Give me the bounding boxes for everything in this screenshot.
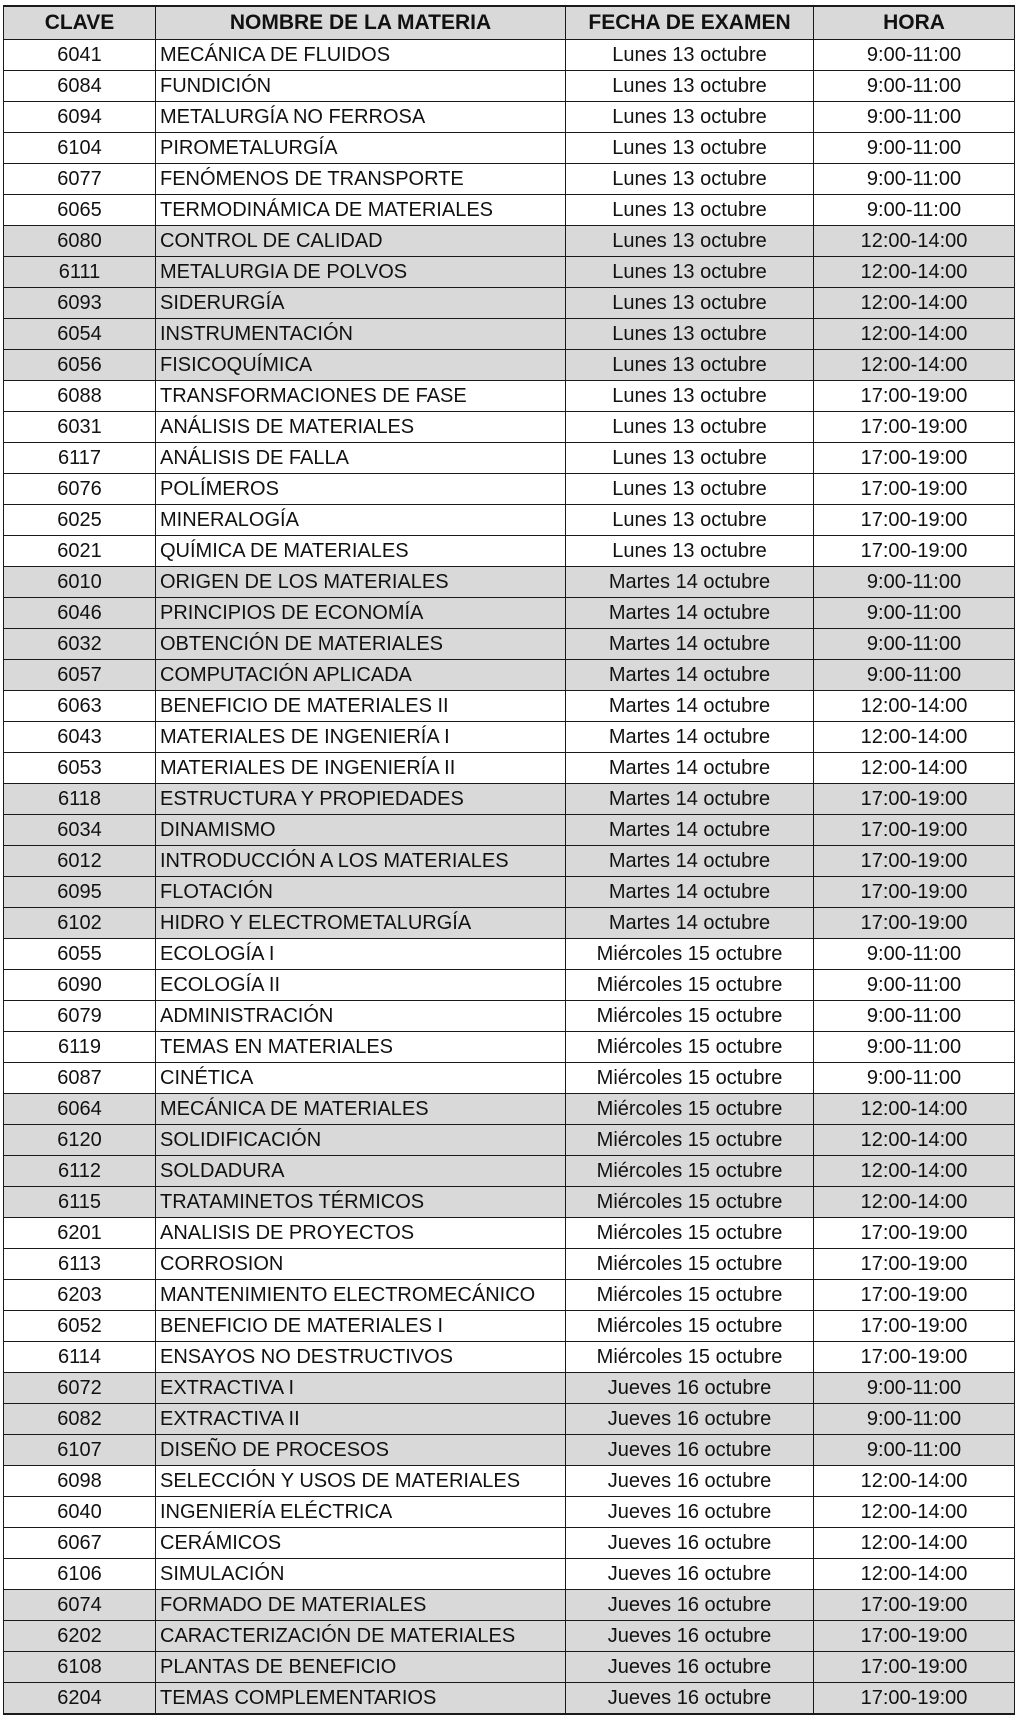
table-row	[4, 784, 1015, 815]
table-row	[4, 908, 1015, 939]
materia-cell: ENSAYOS NO DESTRUCTIVOS	[156, 1342, 566, 1373]
table-row	[4, 1435, 1015, 1466]
clave-cell: 6057	[4, 660, 156, 691]
table-row	[4, 381, 1015, 412]
clave-cell: 6076	[4, 474, 156, 505]
clave-cell: 6093	[4, 288, 156, 319]
fecha-cell: Lunes 13 octubre	[566, 226, 814, 257]
clave-cell: 6111	[4, 257, 156, 288]
materia-cell: ANÁLISIS DE MATERIALES	[156, 412, 566, 443]
clave-cell: 6202	[4, 1621, 156, 1652]
hora-cell: 12:00-14:00	[814, 288, 1015, 319]
table-row	[4, 1373, 1015, 1404]
fecha-cell: Jueves 16 octubre	[566, 1404, 814, 1435]
header-clave: CLAVE	[4, 6, 156, 40]
materia-cell: ADMINISTRACIÓN	[156, 1001, 566, 1032]
clave-cell: 6117	[4, 443, 156, 474]
materia-cell: TRATAMINETOS TÉRMICOS	[156, 1187, 566, 1218]
materia-cell: MECÁNICA DE MATERIALES	[156, 1094, 566, 1125]
materia-cell: QUÍMICA DE MATERIALES	[156, 536, 566, 567]
fecha-cell: Jueves 16 octubre	[566, 1497, 814, 1528]
fecha-cell: Lunes 13 octubre	[566, 71, 814, 102]
hora-cell: 17:00-19:00	[814, 381, 1015, 412]
table-row	[4, 1218, 1015, 1249]
hora-cell: 12:00-14:00	[814, 1156, 1015, 1187]
materia-cell: ECOLOGÍA II	[156, 970, 566, 1001]
fecha-cell: Martes 14 octubre	[566, 598, 814, 629]
hora-cell: 17:00-19:00	[814, 412, 1015, 443]
materia-cell: INSTRUMENTACIÓN	[156, 319, 566, 350]
materia-cell: PRINCIPIOS DE ECONOMÍA	[156, 598, 566, 629]
materia-cell: CINÉTICA	[156, 1063, 566, 1094]
table-row	[4, 877, 1015, 908]
fecha-cell: Martes 14 octubre	[566, 815, 814, 846]
materia-cell: CERÁMICOS	[156, 1528, 566, 1559]
materia-cell: TEMAS COMPLEMENTARIOS	[156, 1683, 566, 1715]
table-row	[4, 846, 1015, 877]
header-materia: NOMBRE DE LA MATERIA	[156, 6, 566, 40]
table-row	[4, 567, 1015, 598]
fecha-cell: Lunes 13 octubre	[566, 443, 814, 474]
hora-cell: 9:00-11:00	[814, 164, 1015, 195]
fecha-cell: Lunes 13 octubre	[566, 412, 814, 443]
materia-cell: ANALISIS DE PROYECTOS	[156, 1218, 566, 1249]
fecha-cell: Jueves 16 octubre	[566, 1590, 814, 1621]
fecha-cell: Martes 14 octubre	[566, 629, 814, 660]
hora-cell: 17:00-19:00	[814, 1683, 1015, 1715]
table-row	[4, 1001, 1015, 1032]
hora-cell: 17:00-19:00	[814, 1249, 1015, 1280]
table-row	[4, 598, 1015, 629]
table-row	[4, 443, 1015, 474]
hora-cell: 9:00-11:00	[814, 598, 1015, 629]
clave-cell: 6119	[4, 1032, 156, 1063]
table-row	[4, 1187, 1015, 1218]
materia-cell: FORMADO DE MATERIALES	[156, 1590, 566, 1621]
clave-cell: 6074	[4, 1590, 156, 1621]
hora-cell: 9:00-11:00	[814, 133, 1015, 164]
fecha-cell: Martes 14 octubre	[566, 784, 814, 815]
clave-cell: 6115	[4, 1187, 156, 1218]
materia-cell: FISICOQUÍMICA	[156, 350, 566, 381]
materia-cell: SIDERURGÍA	[156, 288, 566, 319]
hora-cell: 17:00-19:00	[814, 1621, 1015, 1652]
materia-cell: BENEFICIO DE MATERIALES I	[156, 1311, 566, 1342]
hora-cell: 17:00-19:00	[814, 1311, 1015, 1342]
table-row	[4, 1280, 1015, 1311]
hora-cell: 9:00-11:00	[814, 1032, 1015, 1063]
table-row	[4, 1094, 1015, 1125]
clave-cell: 6204	[4, 1683, 156, 1715]
hora-cell: 17:00-19:00	[814, 1342, 1015, 1373]
materia-cell: SIMULACIÓN	[156, 1559, 566, 1590]
fecha-cell: Miércoles 15 octubre	[566, 1311, 814, 1342]
table-row	[4, 474, 1015, 505]
clave-cell: 6108	[4, 1652, 156, 1683]
hora-cell: 9:00-11:00	[814, 567, 1015, 598]
fecha-cell: Lunes 13 octubre	[566, 133, 814, 164]
materia-cell: EXTRACTIVA II	[156, 1404, 566, 1435]
materia-cell: ESTRUCTURA Y PROPIEDADES	[156, 784, 566, 815]
hora-cell: 12:00-14:00	[814, 319, 1015, 350]
hora-cell: 9:00-11:00	[814, 1001, 1015, 1032]
fecha-cell: Martes 14 octubre	[566, 660, 814, 691]
table-row	[4, 970, 1015, 1001]
header-row	[4, 6, 1015, 40]
materia-cell: HIDRO Y ELECTROMETALURGÍA	[156, 908, 566, 939]
table-row	[4, 164, 1015, 195]
fecha-cell: Miércoles 15 octubre	[566, 1156, 814, 1187]
table-row	[4, 1156, 1015, 1187]
hora-cell: 17:00-19:00	[814, 443, 1015, 474]
fecha-cell: Martes 14 octubre	[566, 691, 814, 722]
clave-cell: 6082	[4, 1404, 156, 1435]
materia-cell: CARACTERIZACIÓN DE MATERIALES	[156, 1621, 566, 1652]
table-row	[4, 505, 1015, 536]
clave-cell: 6031	[4, 412, 156, 443]
table-row	[4, 1652, 1015, 1683]
fecha-cell: Miércoles 15 octubre	[566, 1094, 814, 1125]
hora-cell: 17:00-19:00	[814, 1280, 1015, 1311]
fecha-cell: Miércoles 15 octubre	[566, 1218, 814, 1249]
materia-cell: METALURGÍA NO FERROSA	[156, 102, 566, 133]
clave-cell: 6052	[4, 1311, 156, 1342]
clave-cell: 6032	[4, 629, 156, 660]
fecha-cell: Miércoles 15 octubre	[566, 939, 814, 970]
fecha-cell: Jueves 16 octubre	[566, 1621, 814, 1652]
materia-cell: FENÓMENOS DE TRANSPORTE	[156, 164, 566, 195]
fecha-cell: Miércoles 15 octubre	[566, 1125, 814, 1156]
materia-cell: CORROSION	[156, 1249, 566, 1280]
hora-cell: 9:00-11:00	[814, 102, 1015, 133]
materia-cell: PLANTAS DE BENEFICIO	[156, 1652, 566, 1683]
hora-cell: 12:00-14:00	[814, 1094, 1015, 1125]
materia-cell: TRANSFORMACIONES DE FASE	[156, 381, 566, 412]
hora-cell: 17:00-19:00	[814, 1652, 1015, 1683]
clave-cell: 6072	[4, 1373, 156, 1404]
materia-cell: INTRODUCCIÓN A LOS MATERIALES	[156, 846, 566, 877]
clave-cell: 6120	[4, 1125, 156, 1156]
clave-cell: 6012	[4, 846, 156, 877]
fecha-cell: Miércoles 15 octubre	[566, 1032, 814, 1063]
hora-cell: 12:00-14:00	[814, 1125, 1015, 1156]
table-row	[4, 1559, 1015, 1590]
hora-cell: 12:00-14:00	[814, 722, 1015, 753]
fecha-cell: Jueves 16 octubre	[566, 1373, 814, 1404]
table-row	[4, 195, 1015, 226]
materia-cell: DINAMISMO	[156, 815, 566, 846]
hora-cell: 17:00-19:00	[814, 1590, 1015, 1621]
materia-cell: TEMAS EN MATERIALES	[156, 1032, 566, 1063]
hora-cell: 17:00-19:00	[814, 908, 1015, 939]
materia-cell: POLÍMEROS	[156, 474, 566, 505]
hora-cell: 12:00-14:00	[814, 257, 1015, 288]
materia-cell: DISEÑO DE PROCESOS	[156, 1435, 566, 1466]
clave-cell: 6043	[4, 722, 156, 753]
clave-cell: 6114	[4, 1342, 156, 1373]
clave-cell: 6064	[4, 1094, 156, 1125]
hora-cell: 17:00-19:00	[814, 474, 1015, 505]
clave-cell: 6087	[4, 1063, 156, 1094]
hora-cell: 12:00-14:00	[814, 1187, 1015, 1218]
hora-cell: 9:00-11:00	[814, 1435, 1015, 1466]
table-row	[4, 691, 1015, 722]
table-row	[4, 660, 1015, 691]
hora-cell: 9:00-11:00	[814, 71, 1015, 102]
exam-schedule-container	[3, 5, 1014, 1715]
clave-cell: 6079	[4, 1001, 156, 1032]
hora-cell: 9:00-11:00	[814, 939, 1015, 970]
table-row	[4, 536, 1015, 567]
fecha-cell: Miércoles 15 octubre	[566, 1001, 814, 1032]
hora-cell: 17:00-19:00	[814, 877, 1015, 908]
table-row	[4, 288, 1015, 319]
table-row	[4, 1404, 1015, 1435]
hora-cell: 9:00-11:00	[814, 660, 1015, 691]
clave-cell: 6056	[4, 350, 156, 381]
hora-cell: 12:00-14:00	[814, 691, 1015, 722]
fecha-cell: Martes 14 octubre	[566, 846, 814, 877]
hora-cell: 12:00-14:00	[814, 1466, 1015, 1497]
materia-cell: ORIGEN DE LOS MATERIALES	[156, 567, 566, 598]
table-row	[4, 412, 1015, 443]
table-row	[4, 1032, 1015, 1063]
clave-cell: 6088	[4, 381, 156, 412]
clave-cell: 6041	[4, 40, 156, 71]
hora-cell: 12:00-14:00	[814, 753, 1015, 784]
clave-cell: 6053	[4, 753, 156, 784]
fecha-cell: Martes 14 octubre	[566, 722, 814, 753]
fecha-cell: Miércoles 15 octubre	[566, 1187, 814, 1218]
hora-cell: 9:00-11:00	[814, 40, 1015, 71]
clave-cell: 6094	[4, 102, 156, 133]
table-row	[4, 1528, 1015, 1559]
fecha-cell: Jueves 16 octubre	[566, 1559, 814, 1590]
fecha-cell: Lunes 13 octubre	[566, 536, 814, 567]
clave-cell: 6112	[4, 1156, 156, 1187]
clave-cell: 6080	[4, 226, 156, 257]
table-row	[4, 1590, 1015, 1621]
clave-cell: 6106	[4, 1559, 156, 1590]
clave-cell: 6054	[4, 319, 156, 350]
clave-cell: 6065	[4, 195, 156, 226]
table-row	[4, 71, 1015, 102]
fecha-cell: Jueves 16 octubre	[566, 1652, 814, 1683]
clave-cell: 6067	[4, 1528, 156, 1559]
table-body	[4, 40, 1015, 1715]
materia-cell: ANÁLISIS DE FALLA	[156, 443, 566, 474]
fecha-cell: Lunes 13 octubre	[566, 319, 814, 350]
hora-cell: 9:00-11:00	[814, 1063, 1015, 1094]
fecha-cell: Lunes 13 octubre	[566, 350, 814, 381]
clave-cell: 6046	[4, 598, 156, 629]
materia-cell: CONTROL DE CALIDAD	[156, 226, 566, 257]
materia-cell: SOLDADURA	[156, 1156, 566, 1187]
materia-cell: EXTRACTIVA I	[156, 1373, 566, 1404]
hora-cell: 17:00-19:00	[814, 505, 1015, 536]
header-hora: HORA	[814, 6, 1015, 40]
materia-cell: BENEFICIO DE MATERIALES II	[156, 691, 566, 722]
fecha-cell: Miércoles 15 octubre	[566, 1063, 814, 1094]
table-row	[4, 1311, 1015, 1342]
hora-cell: 12:00-14:00	[814, 1528, 1015, 1559]
materia-cell: PIROMETALURGÍA	[156, 133, 566, 164]
fecha-cell: Jueves 16 octubre	[566, 1466, 814, 1497]
fecha-cell: Miércoles 15 octubre	[566, 1280, 814, 1311]
clave-cell: 6102	[4, 908, 156, 939]
table-row	[4, 1466, 1015, 1497]
table-row	[4, 629, 1015, 660]
fecha-cell: Jueves 16 octubre	[566, 1528, 814, 1559]
clave-cell: 6077	[4, 164, 156, 195]
materia-cell: SOLIDIFICACIÓN	[156, 1125, 566, 1156]
table-row	[4, 40, 1015, 71]
hora-cell: 9:00-11:00	[814, 629, 1015, 660]
clave-cell: 6084	[4, 71, 156, 102]
materia-cell: FLOTACIÓN	[156, 877, 566, 908]
clave-cell: 6025	[4, 505, 156, 536]
materia-cell: FUNDICIÓN	[156, 71, 566, 102]
fecha-cell: Lunes 13 octubre	[566, 195, 814, 226]
hora-cell: 12:00-14:00	[814, 350, 1015, 381]
clave-cell: 6201	[4, 1218, 156, 1249]
table-row	[4, 1621, 1015, 1652]
fecha-cell: Martes 14 octubre	[566, 908, 814, 939]
clave-cell: 6118	[4, 784, 156, 815]
hora-cell: 17:00-19:00	[814, 784, 1015, 815]
fecha-cell: Lunes 13 octubre	[566, 505, 814, 536]
clave-cell: 6063	[4, 691, 156, 722]
hora-cell: 12:00-14:00	[814, 226, 1015, 257]
materia-cell: INGENIERÍA ELÉCTRICA	[156, 1497, 566, 1528]
table-row	[4, 1063, 1015, 1094]
hora-cell: 17:00-19:00	[814, 846, 1015, 877]
clave-cell: 6098	[4, 1466, 156, 1497]
clave-cell: 6203	[4, 1280, 156, 1311]
fecha-cell: Lunes 13 octubre	[566, 102, 814, 133]
materia-cell: MECÁNICA DE FLUIDOS	[156, 40, 566, 71]
materia-cell: SELECCIÓN Y USOS DE MATERIALES	[156, 1466, 566, 1497]
hora-cell: 12:00-14:00	[814, 1497, 1015, 1528]
clave-cell: 6021	[4, 536, 156, 567]
table-row	[4, 753, 1015, 784]
fecha-cell: Lunes 13 octubre	[566, 164, 814, 195]
hora-cell: 9:00-11:00	[814, 970, 1015, 1001]
clave-cell: 6113	[4, 1249, 156, 1280]
materia-cell: OBTENCIÓN DE MATERIALES	[156, 629, 566, 660]
table-row	[4, 1497, 1015, 1528]
hora-cell: 9:00-11:00	[814, 1404, 1015, 1435]
table-row	[4, 257, 1015, 288]
fecha-cell: Lunes 13 octubre	[566, 381, 814, 412]
fecha-cell: Lunes 13 octubre	[566, 288, 814, 319]
fecha-cell: Martes 14 octubre	[566, 753, 814, 784]
fecha-cell: Jueves 16 octubre	[566, 1435, 814, 1466]
fecha-cell: Miércoles 15 octubre	[566, 1342, 814, 1373]
clave-cell: 6107	[4, 1435, 156, 1466]
materia-cell: MATERIALES DE INGENIERÍA II	[156, 753, 566, 784]
materia-cell: TERMODINÁMICA DE MATERIALES	[156, 195, 566, 226]
table-row	[4, 226, 1015, 257]
table-row	[4, 939, 1015, 970]
table-row	[4, 350, 1015, 381]
exam-schedule-table	[3, 5, 1015, 1715]
clave-cell: 6034	[4, 815, 156, 846]
materia-cell: METALURGIA DE POLVOS	[156, 257, 566, 288]
fecha-cell: Jueves 16 octubre	[566, 1683, 814, 1715]
table-row	[4, 722, 1015, 753]
hora-cell: 17:00-19:00	[814, 536, 1015, 567]
table-row	[4, 1342, 1015, 1373]
clave-cell: 6055	[4, 939, 156, 970]
table-row	[4, 319, 1015, 350]
clave-cell: 6095	[4, 877, 156, 908]
table-row	[4, 133, 1015, 164]
fecha-cell: Miércoles 15 octubre	[566, 970, 814, 1001]
fecha-cell: Miércoles 15 octubre	[566, 1249, 814, 1280]
table-row	[4, 1683, 1015, 1715]
fecha-cell: Martes 14 octubre	[566, 567, 814, 598]
materia-cell: MINERALOGÍA	[156, 505, 566, 536]
fecha-cell: Lunes 13 octubre	[566, 40, 814, 71]
fecha-cell: Lunes 13 octubre	[566, 474, 814, 505]
table-row	[4, 102, 1015, 133]
fecha-cell: Martes 14 octubre	[566, 877, 814, 908]
table-row	[4, 1125, 1015, 1156]
materia-cell: ECOLOGÍA I	[156, 939, 566, 970]
clave-cell: 6010	[4, 567, 156, 598]
clave-cell: 6090	[4, 970, 156, 1001]
header-fecha: FECHA DE EXAMEN	[566, 6, 814, 40]
table-row	[4, 1249, 1015, 1280]
hora-cell: 9:00-11:00	[814, 1373, 1015, 1404]
materia-cell: MATERIALES DE INGENIERÍA I	[156, 722, 566, 753]
hora-cell: 17:00-19:00	[814, 815, 1015, 846]
materia-cell: COMPUTACIÓN APLICADA	[156, 660, 566, 691]
hora-cell: 12:00-14:00	[814, 1559, 1015, 1590]
hora-cell: 17:00-19:00	[814, 1218, 1015, 1249]
table-row	[4, 815, 1015, 846]
materia-cell: MANTENIMIENTO ELECTROMECÁNICO	[156, 1280, 566, 1311]
hora-cell: 9:00-11:00	[814, 195, 1015, 226]
fecha-cell: Lunes 13 octubre	[566, 257, 814, 288]
clave-cell: 6040	[4, 1497, 156, 1528]
clave-cell: 6104	[4, 133, 156, 164]
